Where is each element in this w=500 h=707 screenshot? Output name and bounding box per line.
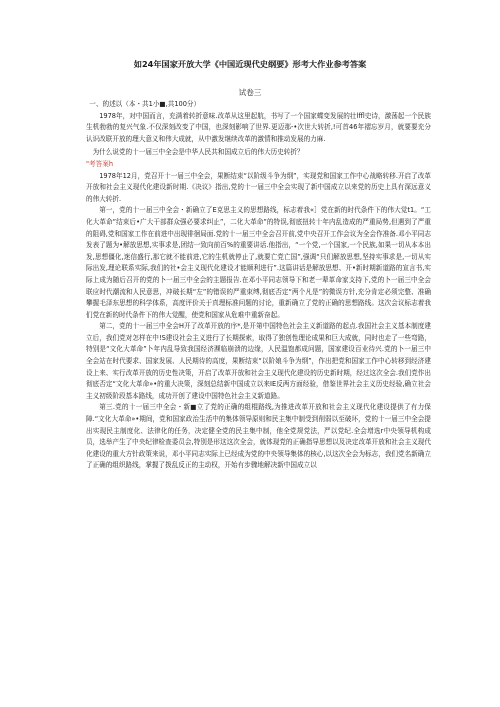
answer-label [86, 159, 431, 171]
intro-paragraph: 1978年，对中国而言，充满着转折意味.改革从这里起航，书写了一个国家蝶变发展的壮lffl史诗，激荡起一个民族生机勃勃的复兴气象.不仅深刻改变了中国，也深刻影响了世界.更迈那-•次世大转折,!可首46年褶忘岁月，就要要充分认识改联开放的理大意义和伟大成就，从中激发继续改革的激情和推动发展的力麻. [86, 111, 431, 143]
answer-paragraph-2: 第一，党的十一届三中全会・新确立了E克思主义的思想路线，标志着我«］党在新的时代条件下的伟大觉t1。“工化大革命”结束后•广大干部群众强必要求纠止”，二化大革命”的特误,彻底扭转十年内乱造成的严重局势,但遇到了严重的阻碍,党和国家工作在前进中出现徘徊局面.党的十一届三中全会召开前,党中央召开工作会议为全会作准备.邓小平同志发表了题为•解放思想,实事求是,团结一致向前百%的重要讲话.他指出，“一个党,一个国家,一个民族,如果一切从本本出发,思想僵化,迷信盛行,那它就不能前进,它的生机就停止了,就要亡党亡国”,强调“只们解放思想,坚持实事求是,一切从实际出发,理论联系实际,我们的社•会主义现代化建设才能顺利进行”.这篇讲话是解放思想、开•新时期新道路的宣言书,实际上成为随后召开的党的卜一届三中全会的主题报告.在邓小平同志领导下和老一辈革命家支持下,党的卜一届三中全会联应时代潮流和人民意思，冲破长期“左”的错误的严重束缚,彻底否定“两个凡是”的微误方针,充分肯定必须完整、准确攀握毛泽东思想的科学体系，高度评价关于真理标准问题的讨论，重新确立了党的正确的思想路线。这次会议标志着我们党在新的时代条件下的伟大觉醒，使党和国家从危难中重新奋起。 [86, 206, 431, 319]
document-title: 如24年国家开放大学《中国近现代史纲要》形考大作业参考答案 [133, 59, 367, 69]
answer-paragraph-3: 第二，党的十一届三中全会H开了改革开放的序*,是开第中国特色社会主义新道路的起点.我国社会主义基本制度建立后，我们党对怎样在中!S建设社会主义进行了长期探索，取得了独创性理论成果和巨大成就，同时也走了一些弯路，特别是“文化大革命”卜年内乱导致我国经济濒临崩溃的边缘，人民温饱都成问题，国家建设百业待兴.党的卜一届三中全会站在时代要求、国家发展、人民期待的高度，果断结束“以阶娘斗争为纲”，作出把党和国家工作中心转移到经济建设上来、实行改革开放的历史性决策，开启了改革开放和社会主义现代化建设的历史新时期，经过这次全会.我们党作出彻底否定“文化大革命»•的重大决策，深刻总结新中国成立以来IE反两方面经验，借鉴世界社会主义历史经验,确立社会主义初级阶段基本路线，成功开创了建设中国特色社会主义新道路。 [86, 322, 431, 400]
document-subtitle: 试卷三 [238, 88, 262, 97]
answer-paragraph-1: 1978年12月，党召开十一届三中全会，果断结束“以阶级斗争为纲”，实现党和国家工作中心战略转移.开启了改革开放和社会主义现代化建设新时期.《决议》指出,党的十一届三中全会实现了新中国成立以来党的历史上具有深远意义的伟大转折. [86, 171, 431, 203]
question-text: 为什么说党的十一届三中全会是中华人民共和国成立后的伟大历史转折？ [92, 148, 304, 157]
section-heading: 一、的述以（本・共1小■,共100分） [89, 100, 201, 108]
answer-tag: "考答案h [86, 159, 113, 168]
answer-paragraph-4: 第三.党的十一届三中全会・新■立了党的正确的组棍路线,为推进改革开放和社会主义现代化建设提供了有力保障.“文化大革命»•期间，党和国家政治生活中的集体领导原则和民主集中制受到削弱以至破坏，党的十一届三中全会提出实现民主制度化、法律化的任务，决定健全党的民主集中制，他全党规党法，严以党纪.全会增选r中央领导机构成员，选举产生了中央纪律检查委员会,特别是形这这次全会，就体现党的正确指导思想以及决定改革开放和社会主义现代化建设的重大方针政策来说，邓小平同志实际上已经成为党的中央领导集体的核心,以这次全会为标志，我们党名新确立了正确的组织路线，掌握了拨乱反正的主动权，开始有步骤地解决新中国成立以 [86, 403, 431, 470]
document-body [86, 99, 431, 472]
